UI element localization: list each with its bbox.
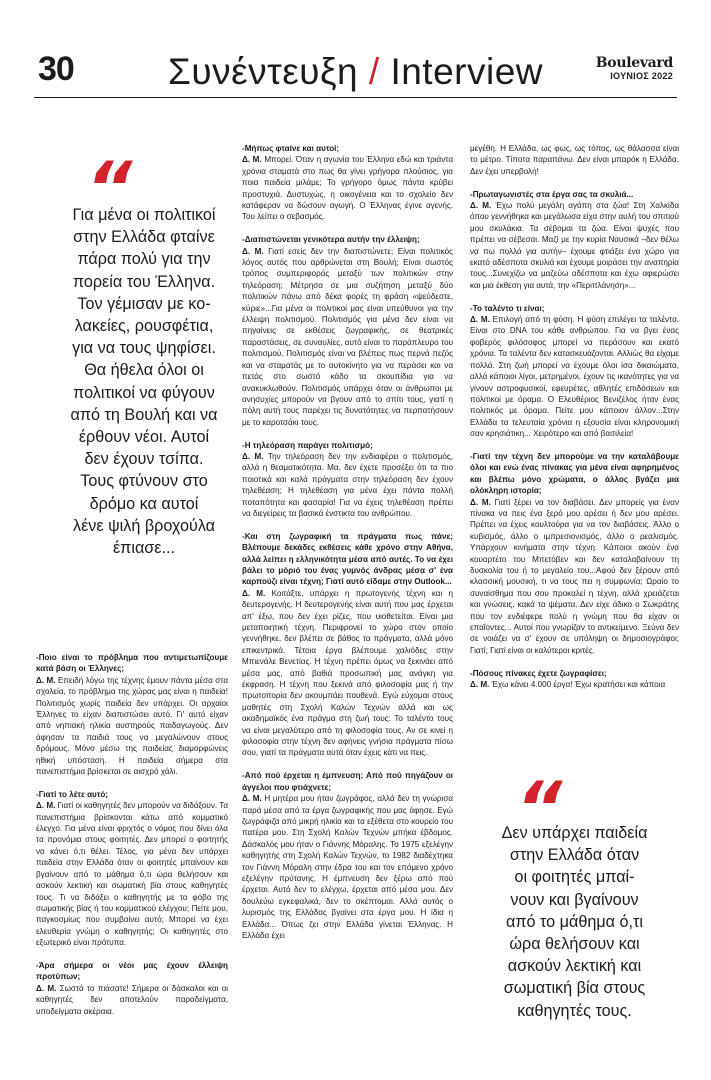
interview-answer	[470, 200, 679, 291]
speaker-initials: Δ. Μ.	[36, 675, 56, 685]
pull-quote-line: για να τους ψηφίσει.	[72, 339, 216, 358]
speaker-initials: Δ. Μ.	[242, 246, 264, 256]
pull-quote-line: Θα ήθελα όλοι οι	[84, 361, 204, 380]
speaker-initials: Δ. Μ.	[242, 794, 262, 804]
pull-quote-line: Τον γέμισαν με κο-	[77, 294, 211, 313]
answer-text: Γιατί ξέρει να τον διαβάσει. Δεν μπορείς για έναν πίνακα να πεις ένα ξερό μου αρέσει ή δεν μου αρέσει. Πρέπει να έχεις κουλτούρα για να τον διαβάσεις. Άλλο ο κυβισμός, άλλο ο ιμπρεσιονισμός, άλλο ο ρεαλισμός. Υπάρχουν κινήματα στην τέχνη. Κάποιοι ακούν ένα κουαρτέτο του Μπετόβεν και δεν καταλαβαίνουν τη δυσκολία του ή το μεγαλείο του...Αφού δεν ξέρουν από κλασσική μουσική, τι να τους πει η συμφωνία; Ωραίο το συναίσθημα που σου προκαλεί η τέχνη, αλλά χρειάζεται και γνώσεις, κακά τα ψέματα. Δεν είχε άδικο ο Σωκράτης που τον ενδιέφερε πολύ η γνώμη που θα είχαν οι επαΐοντες... Αυτοί που γνωρίζαν το αντικείμενο. Ξεύνα δεν σε νοιάζει να σ' έχουν σε υπόληψη οι δημοσιογράφοι; Γιατί; Γιατί είναι οι καλύτεροι κριτές.	[470, 497, 679, 655]
answer-text: Κοιτάξτε, υπάρχει η πρωτογενής τέχνη και η δευτερογενής. Η δευτερογενής είναι αυτή που μας έρχεται απ' έξω, που δεν έχει ρίζες, που υιοθετείται. Είναι μια μεταποιητική τέχνη. Περιφρονεί το χώρο στον οποίο γεννήθηκε, δεν βλέπει σε βάθος τα πράγματα, αλλά μόνο επικεντρικά. Τέτοια έργα βλέπουμε χαλιόδες στην Μπιενάλε Βενετίας. Η τέχνη πρέπει όμως να ξεκινάει από μέσα μας, από βαθιά προσωπική μας ανάγκη για έκφραση. Η τέχνη που ξεκινά από φιλοσοφία μας ή την πρωτοπορία δεν ακουμπάει πουθενά. Εγώ εύχομαι στους μαθητές στη Σχολή Καλών Τεχνών αλλά και ως ακαδημαϊκός ένα πράγμα στη ζωή τους: Το ταλέντο τους να είναι μεγαλύτερο από τη φιλοσοφία τους. Αν σε κινεί η φιλοσοφία στην τέχνη δεν αφήνεις γνήσια πράγματα πίσω σου, γιατί τα πράγματα αυτά όταν έχεις κάτι να πεις.	[242, 588, 454, 758]
issue-date: ΙΟΥΝΙΟΣ 2022	[610, 71, 673, 81]
interview-question: -Μήπως φταίνε και αυτοί;	[242, 144, 340, 153]
interview-question: -Γιατί την τέχνη δεν μπορούμε να την καταλάβουμε όλοι και ενώ ένας πίνακας για μένα είναι αφηρημένος και βλέπω μόνο χρώματα, ο άλλος βγάζει μια ολόκληρη ιστορία;	[470, 451, 679, 496]
interview-answer	[242, 451, 453, 519]
pull-quote-politicians	[40, 204, 248, 559]
quote-mark-icon: “	[516, 766, 557, 850]
page-number: 30	[38, 50, 74, 88]
answer-text: Έχω κάνει 4.000 έργα! Έχω κρατήσει και κάποια	[491, 680, 666, 690]
pull-quote-line: ασκούν λεκτική και	[507, 957, 642, 976]
section-title	[168, 52, 543, 92]
magazine-masthead	[596, 56, 673, 82]
answer-text: Γιατί εσείς δεν την διαπιστώνετε; Είναι πολιτικός λόγος αυτός που αρθρώνεται στη Βουλή; Είναι σωστός τρόπος συμπεριφοράς μεταξύ των πολιτικών στην τηλεόραση; Μέτρησα σε μια συζήτηση μεταξύ δύο πολιτικών πάνω από δέκα φορές τη φράση «ψεύδεστε, κύριε»...Για μένα οι πολιτικοί μας είναι υπεύθυνοι για την έλλειψη πολιτισμού. Πολιτισμός για μένα δεν είναι να πηγαίνεις σε εκθέσεις ζωγραφικής, σε θεατρικές παραστάσεις, σε συναυλίες, αυτό είναι το παράπλευρο του πολιτισμού. Πολιτισμός είναι να βλέπεις πως περνά πεζός και να σταματάς με το αυτοκίνητο για να περάσει και να πετάς στο σωστό κάδο τα σκουπίδια για να ανακυκλωθούν. Πολιτισμός υπάρχει όταν οι άνθρωποι με ανησυχίες μπορούν να βγουν από το σπίτι τους, γιατί η πόλη αυτή τους παρέχει τις δυνατότητες να περπατήσουν με το καροτσάκι τους.	[242, 246, 454, 427]
magazine-name: Boulevard	[595, 55, 673, 71]
interview-question: -Το ταλέντο τι είναι;	[470, 303, 545, 313]
speaker-initials: Δ. Μ.	[470, 680, 490, 690]
pull-quote-line: σωματική βία στους	[503, 979, 646, 998]
interview-question: -Η τηλεόραση παράγει πολιτισμό;	[242, 440, 373, 450]
pull-quote-line: ώρα θελήσουν και	[509, 935, 640, 954]
pull-quote-line: πάρα πολύ για την	[77, 250, 211, 269]
speaker-initials: Δ. Μ.	[470, 201, 492, 211]
pull-quote-line: από τη Βουλή και να	[70, 405, 218, 424]
pull-quote-line: Για μένα οι πολιτικοί	[72, 206, 216, 224]
column-right	[470, 143, 679, 702]
pull-quote-line: έπιασε...	[112, 539, 176, 558]
interview-question: -Ποιο είναι το πρόβλημα που αντιμετωπίζουμε κατά βάση οι Έλληνες;	[36, 653, 228, 674]
pull-quote-line: στην Ελλάδα φταίνε	[73, 228, 215, 247]
pull-quote-line: πολιτικοί να φύγουν	[73, 383, 215, 402]
speaker-initials: Δ. Μ.	[470, 315, 490, 325]
pull-quote-line: στην Ελλάδα όταν	[509, 846, 640, 865]
pull-quote-line: οι φοιτητές μπαί-	[514, 868, 635, 887]
pull-quote-line: νουν και βγαίνουν	[510, 890, 639, 909]
pull-quote-line: λένε ψιλή βροχούλα	[72, 516, 216, 535]
speaker-initials: Δ. Μ.	[36, 801, 56, 811]
speaker-initials: Δ. Μ.	[242, 588, 266, 598]
column-left	[36, 652, 228, 1028]
answer-text: Μπορεί. Όταν η αγωνία του Έλληνα εδώ και τριάντα χρόνια σταματά στο πως θα γίνει γρήγορα πλούσιος, για ποια παιδεία μιλάμε; Το γρήγορο όμως πάντα κρύβει προστυχιά. Δυστυχώς, η οικογένεια και το σχολείο δεν κατάφεραν να δώσουν αγωγή. Ο Έλληνας έγινε αγενής. Του λείπει ο σεβασμός.	[242, 155, 454, 222]
answer-text: Έχω πολύ μεγάλη αγάπη στα ζώα! Στη Χαλκίδα όπου γεννήθηκα και μεγάλωσα είχα στην αυλή του σπιτιού μου σκυλάκια. Τα σέβομαι τα ζώα. Είναι ψυχές που πρέπει να σέβεσαι. Μαζί με την κυρία Ναυσικά –δεν θέλω να πω πολλά για αυτήν– έχουμε φτιάξει ένα χώρο για εκατό αδέσποτα σκυλιά και έχουμε μοιράσει την αναπηρία τους...Συνεχίζω να μαζεύω αδέσποτα και έχω αφιερώσει και μια έκθεση για αυτά, την «Περιπλάνηση»...	[470, 201, 680, 290]
interview-answer	[470, 497, 679, 657]
pull-quote-line: δεν έχουν τσίπα.	[84, 450, 204, 469]
section-title-slash: /	[368, 51, 380, 92]
speaker-initials: Δ. Μ.	[242, 155, 262, 165]
pull-quote-line: Δεν υπάρχει παιδεία	[501, 824, 648, 842]
interview-answer	[36, 800, 228, 948]
section-title-greek: Συνέντευξη	[168, 51, 359, 92]
interview-answer	[36, 983, 228, 1017]
interview-question: -Πόσους πίνακες έχετε ζωγραφίσει;	[470, 668, 607, 678]
pull-quote-line: Τους φτύνουν στο	[80, 472, 208, 491]
interview-answer	[242, 793, 453, 941]
speaker-initials: Δ. Μ.	[470, 497, 491, 507]
pull-quote-line: λακείες, ρουσφέτια,	[74, 317, 214, 336]
answer-text: Την τηλεόραση δεν την ενδιαφέρει ο πολιτισμός, αλλά η θεαματικότητα. Μα, δεν έχετε προσέξει ότι τα πιο ποιοτικά και καλά πράγματα στην τηλεόραση δεν έχουν τηλεθέαση; Η τηλεθέαση για μένα έχει πάντα πολλή ποταπότητα και φασαρία! Για να έχεις τηλεθέαση πρέπει να διεγείρεις τα βασικά ένστικτα του ανθρώπου.	[242, 451, 453, 518]
answer-text: Η μητέρα μου ήταν ζωγράφος, αλλά δεν τη γνώρισα παρά μέσα από τα έργα ζωγραφικής που μας άφησε. Εγώ ζωγράφιζα από μικρή ηλικία και τα εξέθετα στο κουρείο του πατέρα μου. Στη Σχολή Καλών Τεχνών μπήκα έβδομος. Δάσκαλός μου ήταν ο Γιάννης Μόραλης. Το 1975 εξελέγην καθηγητής στη Σχολή Καλών Τεχνών, το 1982 διαδέχτηκα τον Γιάννη Μόραλη στην έδρα του και τον επόμενο χρόνο εξελέγην πρύτανης. Η έμπνευση δεν ξέρω από πού έρχεται. Αυτό δεν το ελέγχω, έρχεται από μέσα μου. Δεν δουλεύω εγκεφαλικά, δεν το σκέπτομαι. Αλλά αυτός ο λυρισμός της Ελλάδας βγαίνει στα έργα μου. Η ίδια η Ελλάδα... Όπως ζει στην Ελλάδα γίνεται Έλληνας. Η Ελλάδα έχει	[242, 794, 453, 940]
interview-answer	[470, 314, 679, 439]
interview-question: -Άρα σήμερα οι νέοι μας έχουν έλλειψη προτύπων;	[36, 960, 228, 982]
interview-question: -Πρωταγωνιστές στα έργα σας τα σκυλιά...	[470, 189, 634, 199]
answer-text: μεγέθη. Η Ελλάδα, ως φως, ως τόπος, ως θάλασσα είναι το μέτρο. Τίποτα παραπάνω. Δεν είναι μπαρόκ η Ελλάδα. Δεν έχει υπερβολή!	[470, 144, 679, 176]
column-middle	[242, 143, 453, 953]
answer-text: Επιλογή από τη φύση. Η φύση επιλέγει τα ταλέντα. Είναι στο DNA του κάθε ανθρώπου. Για να βγει ένας φοβερός φιλόσοφος μπορεί να περάσουν και εκατό χρόνια. Τα ταλέντα δεν κατασκευάζονται. Αλλιώς θα είχαμε πολλά. Στη ζωή μπορεί να έχουμε όλοι ίσα δικαιώματα, αλλά κάποιοι λίγοι, μετρημένοι, έχουν τις ικανότητες για να γίνουν αστροφυσικοί, εφευρέτες, αθλητές επιδόσεων και πολιτικοί με όραμα. Ο Ελευθέριος Βενιζέλος ήταν ένας πολιτικός με όραμα. Πείτε μου κάποιον άλλον...Στην Ελλάδα τα τελευταία χρόνια η εξουσία είναι κληρονομική σαν κρησιάτικη... Χειρότερο και από βασιλεία!	[470, 315, 679, 439]
interview-answer	[36, 675, 228, 778]
pull-quote-line: από το μάθημα ό,τι	[505, 912, 644, 931]
speaker-initials: Δ. Μ.	[242, 451, 264, 461]
pull-quote-line: καθηγητές τους.	[517, 1001, 632, 1020]
interview-question: -Και στη ζωγραφική τα πράγματα πως πάνε; Βλέπουμε δεκάδες εκθέσεις κάθε χρόνο στην Αθήνα, αλλά λείπει η ελληνικότητα μέσα από αυτές. Το να έχει βάλει το μόριό του ένας γυμνός άνδρας μέσα σ' ένα καρπούζι είναι τέχνη; Γιατί αυτό είδαμε στην Outlook...	[242, 531, 453, 587]
interview-answer	[242, 154, 453, 222]
interview-question: -Διαπιστώνεται γενικότερα αυτήν την έλλειψη;	[242, 235, 420, 245]
pull-quote-line: έρθουν νέοι. Αυτοί	[78, 428, 210, 447]
answer-text: Επειδή λόγω της τέχνης έμουν πάντα μέσα στα σχολεία, το πρόβλημα της χώρας μας είναι η παιδεία! Πολιτισμός χωρίς παιδεία δεν υπάρχει. Οι αρχαίοι Έλληνες το είχαν διαπιστώσει αυτό. Γι' αυτό είχαν από νηπιακή ηλικία αυστηρούς παιδαγωγούς. Δεν άφησαν τα παιδιά τους να μεγαλώνουν στους δρόμους. Μόνο μέσω της παιδείας διαμορφώνεις ηθική υπόσταση. Η παιδεία σήμερα στα πανεπιστήμια βρίσκεται σε αισχρό χάλι.	[36, 675, 229, 777]
pull-quote-education	[470, 822, 679, 1022]
page-header	[0, 0, 711, 96]
interview-question: -Από πού έρχεται η έμπνευση; Από πού πηγάζουν οι άγγελοι που φτιάχνετε;	[242, 771, 453, 792]
section-title-english: Interview	[390, 51, 543, 92]
pull-quote-line: πορεία του Έλληνα.	[72, 272, 216, 291]
answer-text: Γιατί οι καθηγητές δεν μπορούν να διδάξουν. Τα πανεπιστήμια βρίσκονται κάτω από κομματικό έλεγχο. Για μένα είναι φριχτός ο νόμος που δίνει όλα τα προνόμια στους φοιτητές. Δεν μπορεί ο φοιτητής να κάνει ό,τι θέλει. Τέλος, για μένα δεν υπάρχει παιδεία στην Ελλάδα όταν οι φοιτητές μπαίνουν και βγαίνουν από το μάθημα ό,τι ώρα θελήσουν και ασκούν λεκτική και σωματική βία στους καθηγητές τους. Τι να διδάξει ο καθηγητής με το φόβο της σωματικής βίας ή του κομματικού ελέγχου; Πείτε μου, παγκοσμίως που συμβαίνει αυτό; Μπορεί να έχει ελευθερία γνώμη ο καθηγητής; Οι καθηγητές στο εξωτερικό είναι πρότυπα.	[36, 801, 229, 948]
speaker-initials: Δ. Μ.	[36, 983, 57, 993]
answer-text: Σωστά το πιάσατε! Σήμερα οι δάσκαλοι και οι καθηγητές δεν αποτελούν παραδείγματα, υποδείγματα ακέραια.	[36, 983, 229, 1016]
interview-answer	[242, 588, 453, 759]
pull-quote-line: δρόμο κα αυτοί	[89, 494, 199, 513]
interview-question: -Γιατί το λέτε αυτό;	[36, 789, 109, 799]
interview-answer	[470, 679, 679, 690]
interview-answer	[470, 143, 679, 177]
quote-mark-icon: “	[86, 146, 127, 230]
header-divider	[34, 97, 677, 98]
interview-answer	[242, 246, 453, 429]
